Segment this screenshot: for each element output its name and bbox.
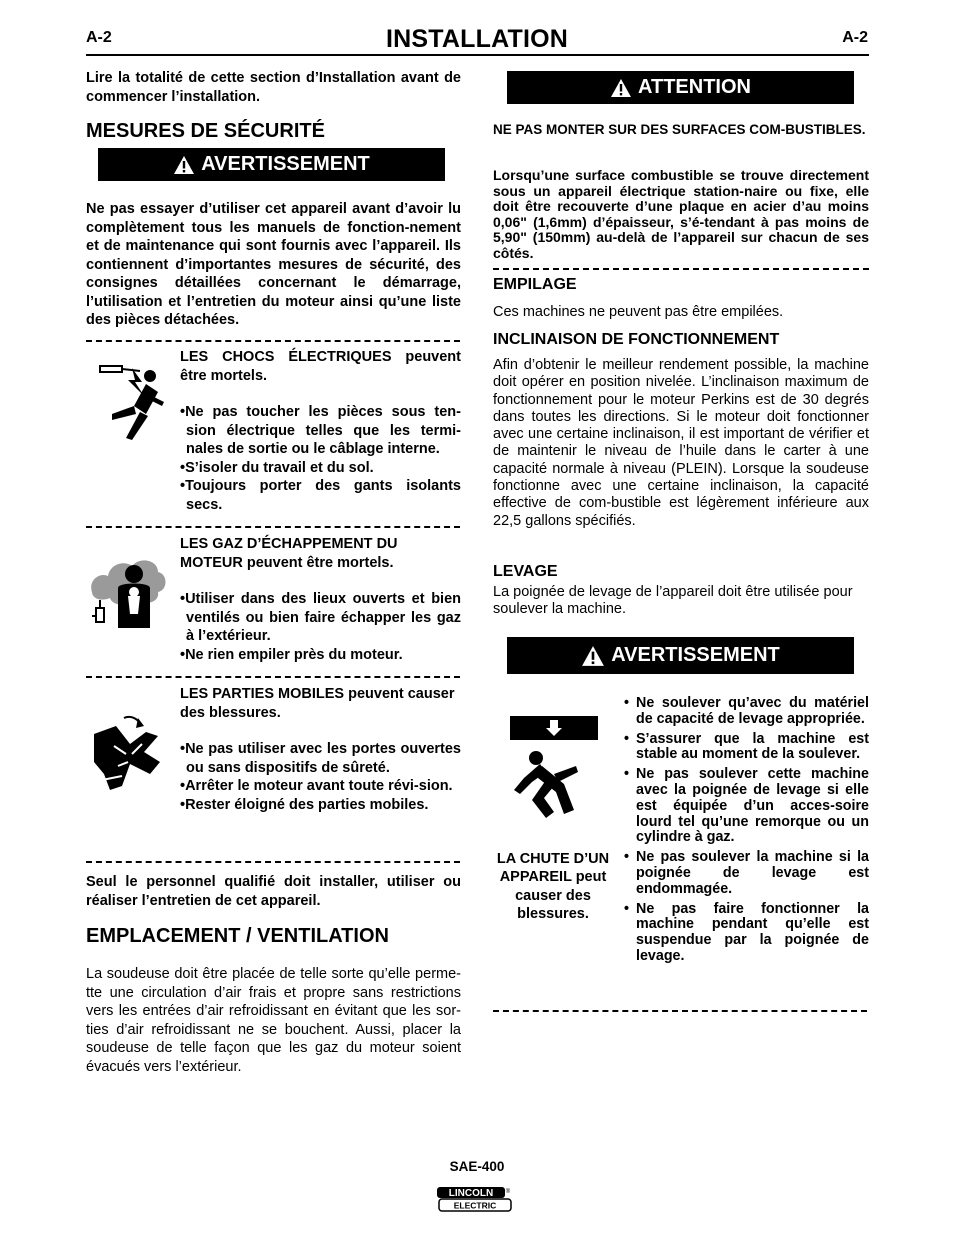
logo-bottom-text: ELECTRIC — [453, 1200, 497, 1211]
hazard-electric-text — [180, 348, 461, 514]
hazard-exhaust-bullet: •Ne rien empiler près du moteur. — [180, 646, 403, 663]
hazard-electric-bullet: •Ne pas toucher les pièces sous ten-sion électrique telles que les termi-nales de sortie ou le câblage interne. — [180, 404, 461, 457]
warning-banner — [98, 148, 445, 181]
attention-line-2: Lorsqu’une surface combustible se trouve directement sous un appareil électrique station-naire ou fixe, elle doit être recouverte d’une plaque en acier d’au moins 0,06" (1,6mm) d’épaisseur, s’é-tendant à pas moins de 5,90" (150mm) au-delà de l’appareil sur chacun de ses côtés. — [493, 167, 869, 261]
hazard-moving-bullet: •Rester éloigné des parties mobiles. — [180, 796, 429, 813]
hazard-electric-bullet: •Toujours porter des gants isolants secs. — [180, 478, 461, 513]
exhaust-gas-icon — [88, 552, 168, 632]
hazard-exhaust-title: LES GAZ D’ÉCHAPPEMENT DU MOTEUR peuvent être mortels. — [180, 536, 398, 571]
hazard-electric-title: LES CHOCS ÉLECTRIQUES peuvent être mortels. — [180, 349, 461, 384]
hazard-moving-text — [180, 685, 461, 814]
lift-bullet: • Ne pas soulever la machine si la poignée de levage est endommagée. — [624, 850, 869, 897]
stacking-heading: EMPILAGE — [493, 276, 577, 293]
lift-bullet: • S’assurer que la machine est stable au moment de la soulever. — [624, 732, 869, 764]
header-rule — [86, 54, 869, 56]
divider — [493, 268, 869, 270]
falling-load-icon — [506, 714, 602, 822]
hazard-moving-title: LES PARTIES MOBILES peuvent causer des blessures. — [180, 686, 455, 721]
lifting-text: La poignée de levage de l’appareil doit être utilisée pour soulever la machine. — [493, 584, 853, 618]
lift-warning-banner — [507, 637, 854, 674]
attention-line-1: NE PAS MONTER SUR DES SURFACES COM-BUSTIBLES. — [493, 122, 866, 137]
hazard-moving-bullet: •Arrêter le moteur avant toute révi-sion. — [180, 778, 453, 794]
moving-parts-icon — [88, 714, 168, 794]
hazard-exhaust-text — [180, 535, 461, 664]
hazard-moving-bullet: •Ne pas utiliser avec les portes ouvertes ou sans dispositifs de sûreté. — [180, 741, 461, 776]
page-code-left: A-2 — [86, 29, 112, 46]
hazard-exhaust-bullet: •Utiliser dans des lieux ouverts et bien ventilés ou bien faire échapper les gaz à l’extérieur. — [180, 591, 461, 644]
tilt-text: Afin d’obtenir le meilleur rendement possible, la machine doit opérer en position nivelée. L’inclinaison maximum de fonctionnement pour le moteur Perkins est de 30 degrés dans toutes les directions. Si le moteur doit fonctionner avec une certaine inclinaison, il est important de vérifier et de maintenir le niveau de l’huile dans le carter à une capacité normale à niveau (PLEIN). Lorsque la soudeuse fonctionne avec une certaine inclinaison, la capacité effective de com-bustible est légèrement inférieure aux 22,5 gallons spécifiés. — [493, 357, 869, 529]
lift-warning-banner-label: AVERTISSEMENT — [611, 644, 780, 666]
lift-bullet: • Ne pas faire fonctionner la machine pendant qu’elle est suspendue par la poignée de levage. — [624, 902, 869, 965]
tilt-heading: INCLINAISON DE FONCTIONNEMENT — [493, 331, 780, 348]
page-code-right: A-2 — [842, 29, 868, 46]
attention-banner-label: ATTENTION — [638, 76, 751, 98]
lift-bullet: • Ne pas soulever cette machine avec la poignée de levage si elle est équipée d’un acces-soire lourd tel qu’une remorque ou un cylindre à gaz. — [624, 767, 869, 846]
divider — [86, 340, 460, 342]
lift-bullet: • Ne soulever qu’avec du matériel de capacité de levage appropriée. — [624, 696, 869, 728]
location-heading: EMPLACEMENT / VENTILATION — [86, 925, 389, 947]
logo-mark: ® — [505, 1189, 511, 1195]
page-title: INSTALLATION — [385, 25, 568, 53]
falling-caption: LA CHUTE D’UN APPAREIL peut causer des blessures. — [496, 851, 610, 922]
intro-text: Lire la totalité de cette section d’Installation avant de commencer l’installation. — [86, 70, 461, 105]
divider — [86, 526, 460, 528]
divider — [86, 676, 460, 678]
safety-heading: MESURES DE SÉCURITÉ — [86, 120, 325, 142]
lifting-heading: LEVAGE — [493, 563, 558, 580]
lincoln-electric-logo — [436, 1186, 512, 1212]
attention-banner — [507, 71, 854, 104]
stacking-text: Ces machines ne peuvent pas être empilées. — [493, 304, 784, 320]
hazard-electric-bullet: •S’isoler du travail et du sol. — [180, 459, 374, 476]
warning-triangle-icon — [610, 78, 632, 98]
warning-triangle-icon — [173, 155, 195, 175]
lift-warning-list — [624, 696, 869, 969]
logo-top-text: LINCOLN — [448, 1188, 494, 1199]
warning-text: Ne pas essayer d’utiliser cet appareil avant d’avoir lu complètement tous les manuels de fonction-nement et de maintenance qui sont fournis avec l’appareil. Ils contiennent d’importantes mesures de sécurité, des consignes détaillées concernant le démarrage, l’utilisation et l’entretien du moteur ainsi qu’une liste des pièces détachées. — [86, 201, 461, 328]
warning-banner-label: AVERTISSEMENT — [201, 153, 370, 175]
warning-triangle-icon — [581, 645, 605, 667]
electric-shock-icon — [88, 362, 168, 442]
location-text: La soudeuse doit être placée de telle sorte qu’elle perme-tte une circulation d’air frais et propre sans restrictions vers les entrées d’air refroidissant en évitant que les sor-ties d’air refroidissant ne se bouchent. Aussi, placer la soudeuse de telle façon que les gaz du moteur soient évacués vers l’extérieur. — [86, 966, 461, 1075]
divider — [86, 861, 460, 863]
model-number: SAE-400 — [449, 1159, 505, 1174]
divider — [493, 1010, 867, 1012]
qualified-note: Seul le personnel qualifié doit installer, utiliser ou réaliser l’entretien de cet appareil. — [86, 874, 461, 909]
